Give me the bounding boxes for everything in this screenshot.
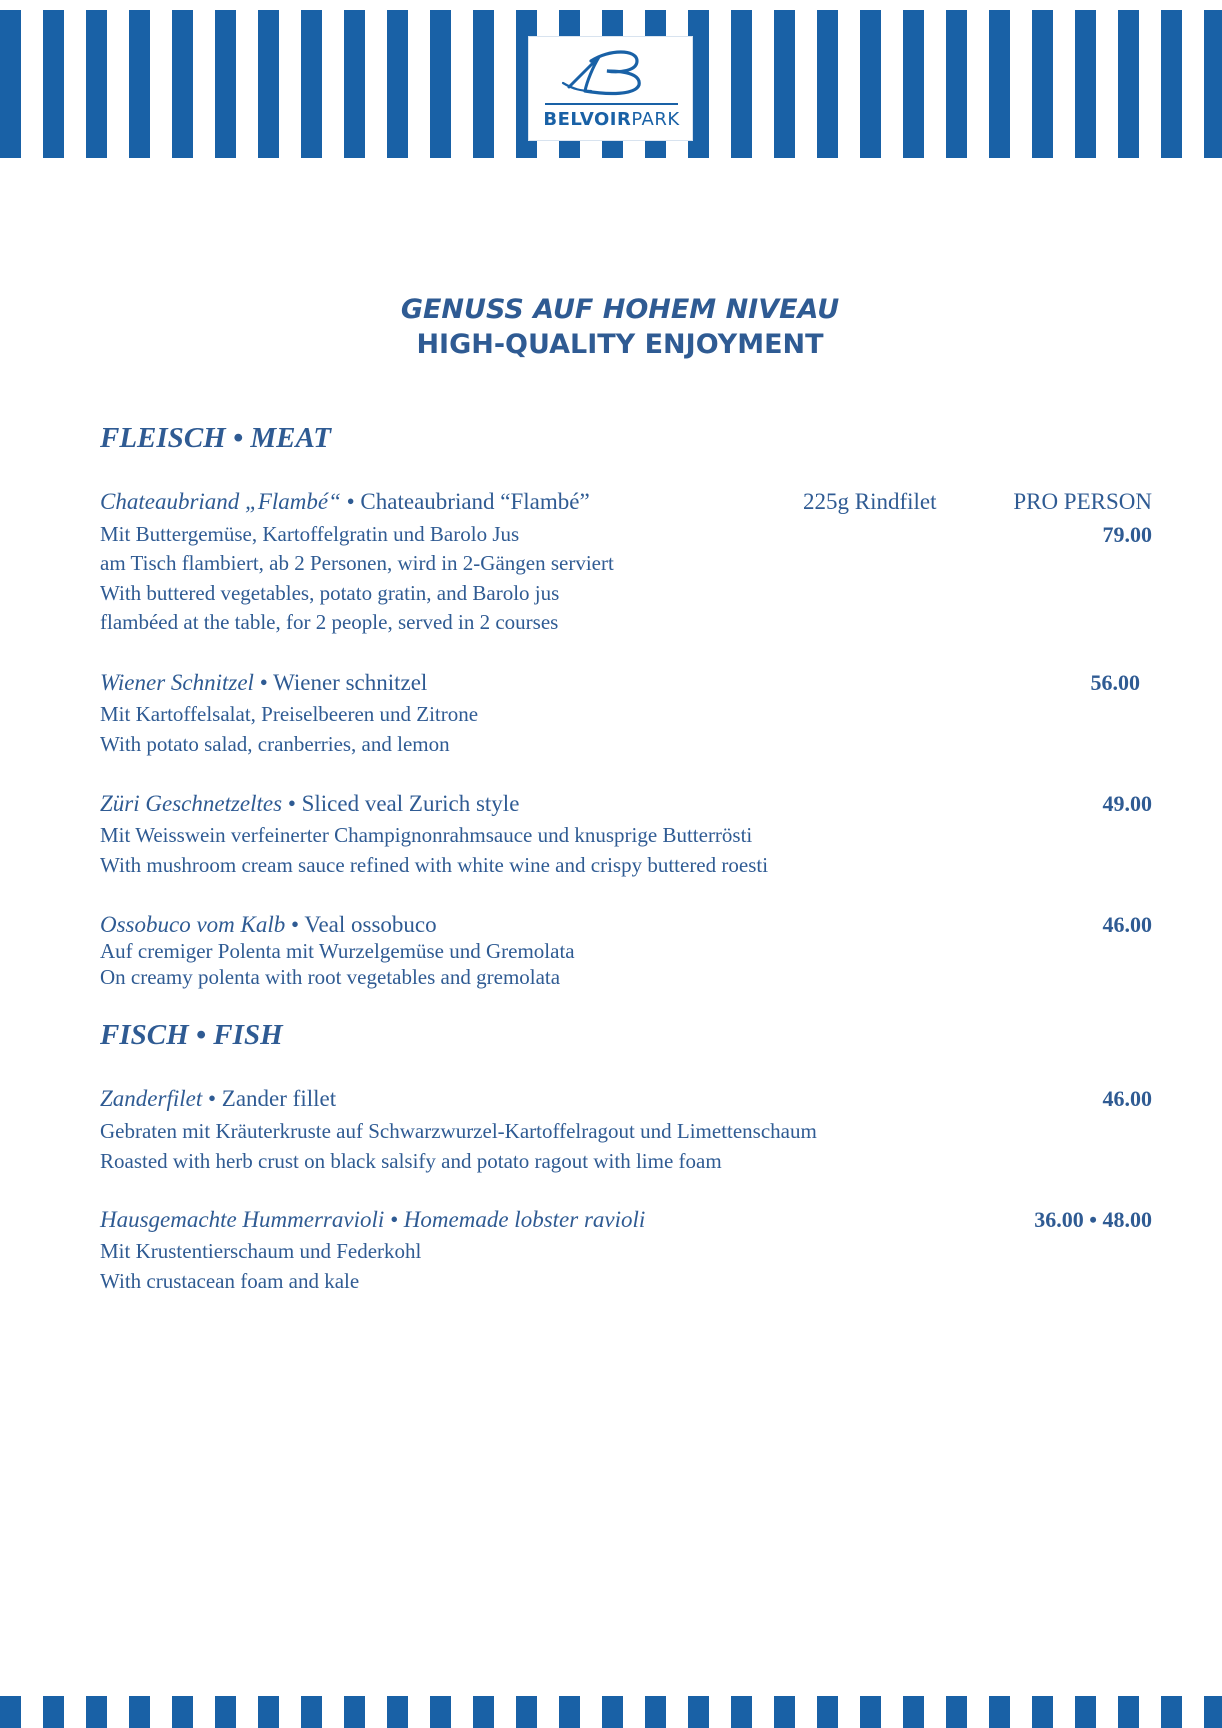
dish-name-de: Hausgemachte Hummerravioli • Homemade lobster ravioli (100, 1207, 646, 1232)
dish-description: flambéed at the table, for 2 people, served in 2 courses (100, 610, 559, 634)
dish-price: 46.00 (1102, 1086, 1152, 1111)
section-heading-meat: FLEISCH • MEAT (100, 422, 331, 454)
dish-description: With buttered vegetables, potato gratin, and Barolo jus (100, 581, 560, 605)
dish-name-en: • Wiener schnitzel (253, 670, 428, 695)
dish-name (100, 910, 437, 940)
dish-name-de: Ossobuco vom Kalb (100, 912, 286, 937)
dish-name (100, 668, 427, 698)
dish-portion: 225g Rindfilet (803, 489, 937, 514)
dish-description: Mit Kartoffelsalat, Preiselbeeren und Zitrone (100, 702, 479, 726)
dish-name-en: • Zander fillet (202, 1086, 337, 1111)
dish-description: Mit Buttergemüse, Kartoffelgratin und Barolo Jus (100, 522, 520, 546)
bottom-stripe-border (0, 1696, 1222, 1728)
dish-row-zueri-geschnetzeltes (100, 789, 1152, 819)
dish-description: am Tisch flambiert, ab 2 Personen, wird in 2-Gängen serviert (100, 551, 614, 575)
page-subtitle: HIGH-QUALITY ENJOYMENT (416, 329, 824, 360)
dish-price: 46.00 (1102, 912, 1152, 937)
dish-description: With crustacean foam and kale (100, 1269, 360, 1293)
section-heading-fish: FISCH • FISH (100, 1019, 283, 1051)
dish-description: Auf cremiger Polenta mit Wurzelgemüse und Gremolata (100, 939, 575, 963)
dish-description: Mit Weisswein verfeinerter Champignonrahmsauce und knusprige Butterrösti (100, 823, 753, 847)
dish-description: On creamy polenta with root vegetables and gremolata (100, 965, 561, 989)
dish-price: 36.00 • 48.00 (1034, 1207, 1152, 1232)
dish-row-hummerravioli (100, 1205, 1152, 1235)
dish-description: Mit Krustentierschaum und Federkohl (100, 1239, 422, 1263)
dish-description: Gebraten mit Kräuterkruste auf Schwarzwurzel-Kartoffelragout und Limettenschaum (100, 1119, 817, 1143)
logo-word-light: PARK (631, 109, 680, 130)
dish-name-en: • Chateaubriand “Flambé” (340, 489, 590, 514)
belvoirpark-logo (528, 36, 693, 141)
dish-row-chateaubriand (100, 487, 1152, 517)
b-monogram-icon (529, 45, 694, 97)
price-per-label: PRO PERSON (1013, 489, 1152, 514)
dish-name (100, 789, 519, 819)
dish-name-de: Chateaubriand „Flambé“ (100, 489, 341, 514)
dish-name-de: Zanderfilet (100, 1086, 203, 1111)
dish-price: 49.00 (1102, 791, 1152, 816)
logo-word-bold: BELVOIR (543, 109, 632, 130)
dish-row-ossobuco (100, 910, 1152, 940)
logo-divider (545, 103, 678, 105)
dish-description: With potato salad, cranberries, and lemon (100, 732, 450, 756)
dish-price: 79.00 (1102, 522, 1152, 547)
dish-row-zanderfilet (100, 1084, 1152, 1114)
dish-description: Roasted with herb crust on black salsify and potato ragout with lime foam (100, 1149, 722, 1173)
dish-name-de: Wiener Schnitzel (100, 670, 254, 695)
page-title: GENUSS AUF HOHEM NIVEAU (400, 294, 840, 325)
dish-name-en: • Veal ossobuco (285, 912, 437, 937)
dish-name (100, 487, 590, 517)
dish-price: 56.00 (1090, 670, 1140, 695)
dish-description: With mushroom cream sauce refined with white wine and crispy buttered roesti (100, 853, 769, 877)
dish-name (100, 1205, 645, 1235)
logo-wordmark (529, 109, 694, 130)
dish-name-en: • Sliced veal Zurich style (282, 791, 520, 816)
dish-name (100, 1084, 336, 1114)
dish-name-de: Züri Geschnetzeltes (100, 791, 283, 816)
dish-row-wiener-schnitzel (100, 668, 1152, 698)
